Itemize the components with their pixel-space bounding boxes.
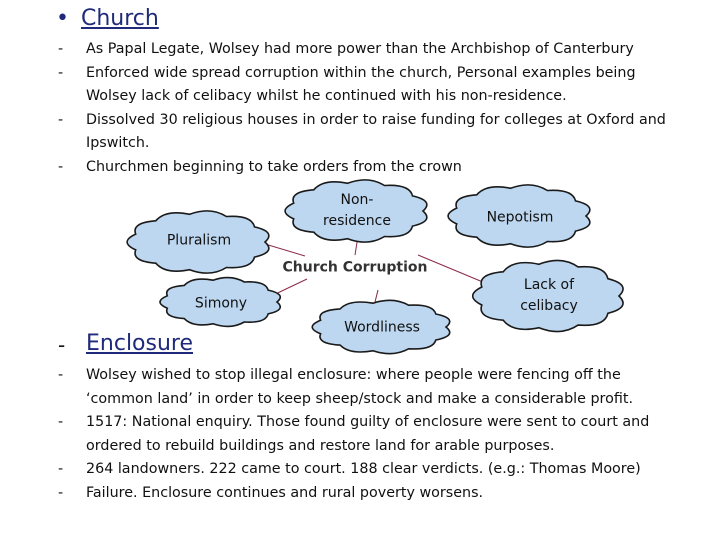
list-dash: - [58, 461, 64, 477]
list-dash: - [58, 111, 64, 128]
list-item-text: Enforced wide spread corruption within the church, Personal examples being Wolsey lack of celibacy whilst he continued with his non-residence. [86, 64, 636, 104]
list-item [0, 458, 666, 482]
connector-line [265, 244, 305, 256]
list-item-text: Dissolved 30 religious houses in order to raise funding for colleges at Oxford and Ipswitch. [86, 111, 666, 151]
list-item-text: As Papal Legate, Wolsey had more power than the Archbishop of Canterbury [86, 41, 634, 57]
list-item-text: Failure. Enclosure continues and rural poverty worsens. [86, 484, 484, 501]
list-dash: - [58, 41, 64, 57]
node-simony-label: Simony [194, 295, 248, 312]
list-item-text: 1517: National enquiry. Those found guilty of enclosure were sent to court and ordered to rebuild buildings and restore land for arable purposes. [86, 414, 650, 454]
node-celibacy-label: Lack of celibacy [520, 277, 578, 314]
heading-bullet: • [56, 6, 69, 31]
list-dash: - [58, 367, 64, 383]
list-item-text: 264 landowners. 222 came to court. 188 clear verdicts. (e.g.: Thomas Moore) [86, 461, 641, 477]
node-nonresidence-label: Non-residence [323, 192, 391, 229]
enclosure-list [0, 364, 720, 505]
list-dash: - [58, 414, 64, 430]
list-item [0, 411, 666, 458]
list-item-text: Wolsey wished to stop illegal enclosure: where people were fencing off the ‘common land’ in order to keep sheep/stock and make a considerable profit. [86, 367, 633, 407]
list-item-text: Churchmen beginning to take orders from the crown [86, 158, 462, 175]
enclosure-dash: - [58, 333, 66, 357]
list-dash: - [58, 64, 64, 81]
list-dash: - [58, 158, 64, 175]
node-wordliness-label: Wordliness [344, 319, 420, 336]
list-dash: - [58, 484, 64, 501]
list-item [0, 482, 666, 506]
node-pluralism-label: Pluralism [166, 232, 232, 249]
list-item [0, 364, 666, 411]
connector-line [418, 255, 490, 285]
enclosure-heading: Enclosure [86, 331, 194, 356]
central-label: Church Corruption [282, 259, 428, 276]
church-heading-text: Church [80, 6, 159, 31]
node-nepotism-label: Nepotism [486, 209, 554, 226]
